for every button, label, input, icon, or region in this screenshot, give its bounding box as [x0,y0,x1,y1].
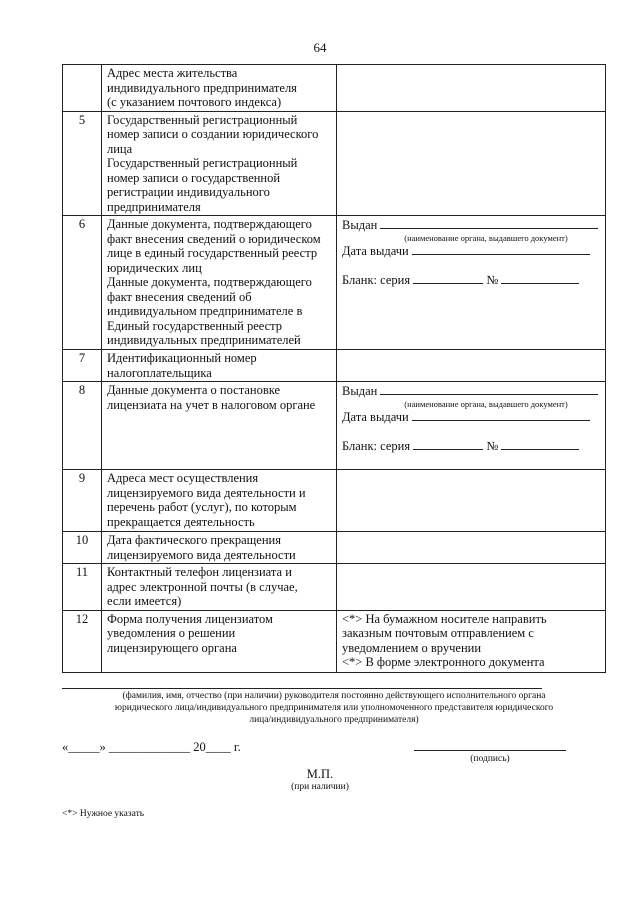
row-value-cell[interactable] [337,65,606,112]
issue-date-field[interactable] [412,243,590,255]
row-number: 8 [63,382,102,470]
row-label: Данные документа о постановке лицензиата на учет в налоговом органе [102,382,337,470]
series-field[interactable] [413,438,483,450]
table-row [63,65,606,112]
stamp-label: М.П. [306,767,334,781]
row-label: Государственный регистрационный номер записи о создании юридического лица Государственный регистрационный номер записи о государственной регистрации индивидуального предпринимателя [102,111,337,216]
option-electronic[interactable]: <*> В форме электронного документа [342,655,545,669]
row-value-cell[interactable] [337,111,606,216]
issued-label: Выдан [342,218,378,232]
row-number: 11 [63,564,102,611]
signature-line[interactable] [414,750,566,751]
date-label: Дата выдачи [342,243,409,258]
row-number: 7 [63,350,102,382]
table-row [63,111,606,216]
blank-number-field[interactable] [501,438,579,450]
signature-block [414,750,566,764]
table-row [63,532,606,564]
issued-note: (наименование органа, выдавшего документ) [404,398,568,409]
row-number: 9 [63,470,102,532]
delivery-options-cell [337,610,606,672]
row-label: Данные документа, подтверждающего факт внесения сведений о юридическом лице в единый государственный реестр юридических лиц Данные документа, подтверждающего факт внесения сведений об индивидуальном предпринимателе в Единый государственный реестр индивидуальных предпринимателей [102,216,337,350]
table-row [63,350,606,382]
row-number [63,65,102,112]
option-paper-cont: заказным почтовым отправлением с [342,626,534,640]
row-label: Форма получения лицензиатом уведомления о решении лицензирующего органа [102,610,337,672]
blank-number-field[interactable] [501,272,579,284]
row-number: 5 [63,111,102,216]
row-label: Дата фактического прекращения лицензируемого вида деятельности [102,532,337,564]
row-value-cell[interactable] [337,532,606,564]
date-line[interactable]: «_____» _____________ 20____ г. [62,740,241,754]
issued-by-field[interactable] [380,383,598,395]
issued-label: Выдан [342,384,378,398]
issued-note: (наименование органа, выдавшего документ) [404,232,568,243]
number-label: № [486,439,499,453]
row-label: Адрес места жительства индивидуального предпринимателя (с указанием почтового индекса) [102,65,337,112]
table-row [63,610,606,672]
row-number: 10 [63,532,102,564]
option-paper-cont: уведомлением о вручении [342,640,482,655]
option-paper[interactable]: <*> На бумажном носителе направить [342,611,547,626]
row-label: Идентификационный номер налогоплательщика [102,350,337,382]
row-number: 12 [63,610,102,672]
signature-label: (подпись) [470,754,510,764]
footnote: <*> Нужное указать [62,809,145,819]
table-row [63,216,606,350]
page-number: 64 [313,40,327,55]
document-details-cell [337,382,606,470]
row-value-cell[interactable] [337,470,606,532]
issue-date-field[interactable] [412,409,590,421]
series-label: Бланк: серия [342,273,411,287]
row-label: Контактный телефон лицензиата и адрес электронной почты (в случае, если имеется) [102,564,337,611]
name-signature-line[interactable] [62,688,542,689]
row-number: 6 [63,216,102,350]
series-label: Бланк: серия [342,439,411,453]
document-details-cell [337,216,606,350]
signatory-caption: (фамилия, имя, отчество (при наличии) руководителя постоянно действующего исполнительного органа юридического лица/индивидуального предпринимателя или уполномоченного представителя юридического лица/индивидуального предпринимателя) [114,691,554,725]
license-termination-form-table [62,64,606,673]
table-row [63,382,606,470]
table-row [63,470,606,532]
stamp-note: (при наличии) [291,782,349,792]
row-value-cell[interactable] [337,350,606,382]
series-field[interactable] [413,272,483,284]
number-label: № [486,273,499,287]
row-label: Адреса мест осуществления лицензируемого вида деятельности и перечень работ (услуг), по которым прекращается деятельность [102,470,337,532]
row-value-cell[interactable] [337,564,606,611]
issued-by-field[interactable] [380,217,598,229]
date-label: Дата выдачи [342,409,409,424]
table-row [63,564,606,611]
